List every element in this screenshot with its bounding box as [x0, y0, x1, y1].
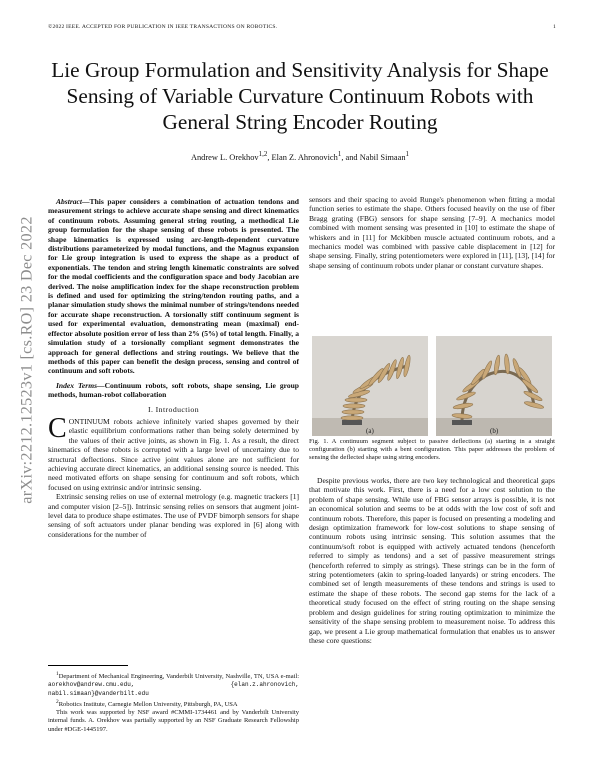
author-2: Elan Z. Ahronovich [271, 152, 338, 162]
footnote-3: This work was supported by NSF award #CMMI-1734461 and by Vanderbilt University internal funds. A. Orekhov was partially supported by an NSF Graduate Research Fellowship under #DGE-1445197. [48, 709, 299, 733]
abstract-text: —This paper considers a combination of actuation tendons and measurement strings to achieve accurate shape sensing and direct kinematics of continuum robots. Assuming general string routing, a methodical Lie group formulation for the shape sensing of these robots is presented. The shape kinematics is expressed using arc-length-dependent curvature distributions parameterized by modal functions, and the Magnus expansion for Lie group integration is used to express the shape as a product of exponentials. The tendon and string length kinematic constraints are solved for the modal coefficients and the configuration space and body Jacobian are derived. The noise amplification index for the shape reconstruction problem is defined and used for optimizing the string/tendon routing paths, and a planar simulation study shows the minimal number of strings/tendons needed for accurate shape reconstruction. A torsionally stiff continuum segment is used for experimental evaluation, demonstrating mean (maximal) end-effector absolute position error of less than 2% (5%) of total length. Finally, a simulation study of a torsionally compliant segment demonstrates the approach for general deflections and string routings. We believe that the methods of this paper can benefit the design process, sensing and control of continuum and soft robots. [48, 197, 299, 376]
right-paragraph-1: sensors and their spacing to avoid Runge's phenomenon when fitting a modal function series to estimate the shape. Others focused heavily on the use of fiber Bragg grating (FBG) sensors for shape sensing [7–9]. A mechanics model combined with moment sensing was presented in [10] to estimate the shape of whiskers and in [11] for Mckibben muscle actuated continuum robots, and a mechanics model was combined with passive cable displacement in [12] for shape sensing. Finally, string potentiometers were explored in [11], [13], [14] for shape sensing of continuum robots under planar or constant curvature shapes. [309, 195, 555, 270]
author-list: Andrew L. Orekhov$^{1,2}$, Elan Z. Ahronovich$^1$, and Nabil Simaan$^1$ [190, 150, 410, 162]
arxiv-stamp-text: arXiv:2212.12523v1 [cs.RO] 23 Dec 2022 [17, 216, 36, 504]
email-1[interactable]: aorekhov@andrew.cmu.edu, [48, 681, 135, 689]
intro-paragraph-2: Extrinsic sensing relies on use of external metrology (e.g. magnetic trackers [1] and computer vision [2–5]). Intrinsic sensing relies on sensors that augment joint-level data to produce shape estimates. The use of PVDF bimorph sensors for shape sensing of soft actuators under planar bending was explored in [6] along with considerations for the number of [48, 492, 299, 539]
author-1-affil: 1,2 [258, 150, 268, 158]
figure-caption: Fig. 1. A continuum segment subject to passive deflections (a) starting in a straight configuration (b) starting with a bent configuration. This paper addresses the problem of sensing the deflected shape using string encoders. [309, 438, 555, 462]
running-head-text: ©2022 IEEE. ACCEPTED FOR PUBLICATION IN IEEE TRANSACTIONS ON ROBOTICS. [48, 24, 278, 30]
footnote-1-text: Department of Mechanical Engineering, Vanderbilt University, Nashville, TN, USA e-mail: [58, 673, 299, 681]
figure-label-a: (a) [366, 427, 374, 435]
intro-first-word: ONTINUUM [68, 416, 110, 426]
running-header [48, 24, 556, 30]
section-heading-intro: I. Introduction [147, 404, 200, 414]
intro-p1-text: robots achieve infinitely varied shapes governed by their elastic equilibrium conformations rather than being solely determined by the values of their active joints, as shown in Fig. 1. As a result, the direct kinematics of these robots is corrupted with a large level of uncertainty due to structural deflections. Since active joint values alone are not sufficient for achieving accurate direct kinematics, an additional sensing source is needed. This need motivated efforts on shape sensing for continuum and soft robots, which focused on using extrinsic and/or intrinsic sensing. [48, 416, 299, 492]
abstract [48, 197, 299, 376]
figure-1 [312, 336, 552, 436]
figure-label-b: (b) [490, 427, 499, 435]
index-terms [48, 381, 299, 400]
drop-cap: C [48, 412, 67, 444]
intro-paragraph-1 [48, 412, 299, 492]
footnote-2: $^2$Robotics Institute, Carnegie Mellon University, Pittsburgh, PA, USA [56, 698, 238, 708]
paper-title: Lie Group Formulation and Sensitivity Analysis for Shape Sensing of Variable Curvature Continuum Robots with General String Encoder Routing [51, 58, 549, 134]
author-2-affil: 1 [337, 150, 342, 158]
page-number: 1 [553, 24, 556, 30]
author-1: Andrew L. Orekhov [190, 152, 259, 162]
abstract-label: Abstract [56, 197, 82, 206]
arxiv-stamp [14, 150, 40, 570]
footnotes [48, 670, 299, 734]
left-column [48, 197, 299, 539]
author-3: and Nabil Simaan [345, 152, 406, 162]
figure-1-graphic [312, 336, 552, 436]
right-paragraph-2: Despite previous works, there are two key technological and theoretical gaps that motivate this work. First, there is a need for a low cost solution to the problem of shape sensing. While use of FBG sensor arrays is possible, it is not an economical solution and seems to be at odds with the low cost of soft and continuum robots. Therefore, this paper is focused on presenting a modeling and design optimization framework for low-cost solutions to shape sensing of continuum robots using intrinsic sensing. This solution assumes that the continuum/soft robot is equipped with actively actuated tendons (henceforth referred to simply as tendons) and a set of passive measurement strings (henceforth referred to simply as strings). These strings can be in the form of string potentiometers (akin to spring-loaded lanyards) or string encoders. The combined set of length measurements of these tendons and strings is used to estimate the shape of these robots. The second gap stems for the lack of a theoretical study focused on the effect of string routing on the shape sensing problem and design guidelines for string routing optimization to minimize the sensitivity of the shape sensing problem to measurement noise. To address this gap, we present a Lie group mathematical formulation that enables us to answer these core questions: [309, 476, 555, 645]
right-column-top [309, 195, 555, 270]
author-3-affil: 1 [405, 150, 410, 158]
right-column-bottom [309, 476, 555, 645]
footnote-2-text: Robotics Institute, Carnegie Mellon University, Pittsburgh, PA, USA [58, 700, 238, 708]
footnote-1: $^1$Department of Mechanical Engineering, Vanderbilt University, Nashville, TN, USA e-mail: aorekhov@andrew.cmu.edu, {elan.z.ahronovich, nabil.simaan}@vanderbilt.edu [48, 671, 299, 697]
index-terms-text: —Continuum robots, soft robots, shape sensing, Lie group methods, human-robot collaboration [48, 380, 300, 400]
footnote-rule [48, 665, 128, 666]
email-2[interactable]: {elan.z.ahronovich, nabil.simaan}@vanderbilt.edu [48, 681, 299, 697]
index-terms-label: Index Terms [56, 380, 98, 390]
